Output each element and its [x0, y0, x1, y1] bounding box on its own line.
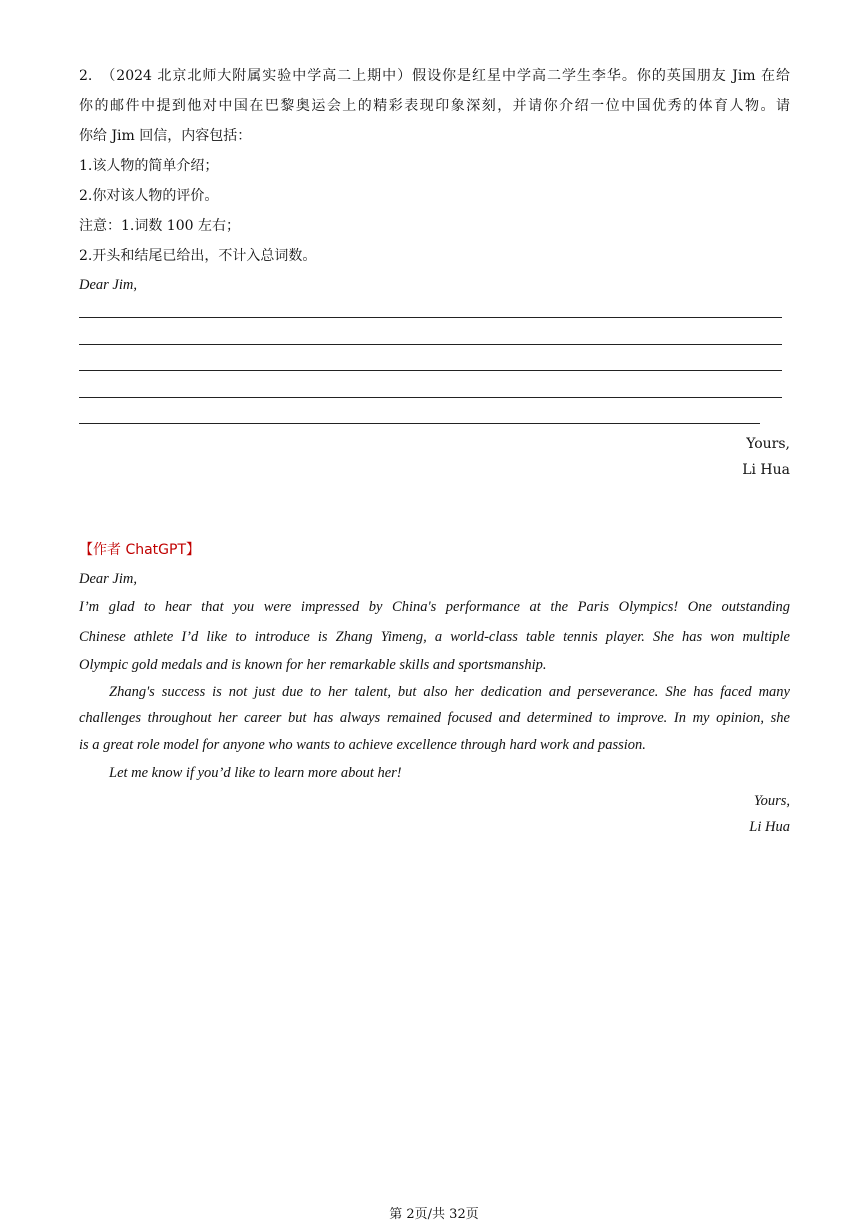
answer-para1-line-1: I’m glad to hear that you were impressed by China's performance at the Paris Olympics! One outstanding	[79, 599, 790, 615]
question-signature: Li Hua	[742, 462, 790, 478]
author-tag: 【作者 ChatGPT】	[79, 542, 201, 558]
answer-para2-line-3: is a great role model for anyone who wants to achieve excellence through hard work and passion.	[79, 737, 646, 753]
answer-salutation: Dear Jim,	[79, 571, 137, 587]
requirement-2: 2.你对该人物的评价。	[79, 188, 219, 204]
writing-line-1	[79, 317, 782, 318]
question-salutation: Dear Jim,	[79, 277, 137, 293]
question-line-3: 你给 Jim 回信，内容包括：	[79, 128, 252, 144]
note-1: 注意：1.词数 100 左右；	[79, 218, 240, 234]
writing-line-2	[79, 344, 782, 345]
answer-para2-line-1: Zhang's success is not just due to her talent, but also her dedication and perseverance. She has faced many	[109, 684, 790, 700]
writing-line-4	[79, 397, 782, 398]
answer-signature: Li Hua	[749, 819, 790, 835]
requirement-1: 1.该人物的简单介绍；	[79, 158, 219, 174]
answer-para3: Let me know if you’d like to learn more about her!	[109, 765, 402, 781]
answer-para2-line-2: challenges throughout her career but has always remained focused and determined to improve. In my opinion, she	[79, 710, 790, 726]
writing-line-3	[79, 370, 782, 371]
writing-line-5	[79, 423, 760, 424]
question-line-2: 你的邮件中提到他对中国在巴黎奥运会上的精彩表现印象深刻，并请你介绍一位中国优秀的体育人物。请	[79, 98, 790, 114]
question-closing: Yours,	[746, 436, 790, 452]
answer-para1-line-2: Chinese athlete I’d like to introduce is Zhang Yimeng, a world-class table tennis player. She has won multiple	[79, 629, 790, 645]
question-line-1: 2. （2024 北京北师大附属实验中学高二上期中）假设你是红星中学高二学生李华。你的英国朋友 Jim 在给	[79, 68, 790, 84]
note-2: 2.开头和结尾已给出，不计入总词数。	[79, 248, 317, 264]
answer-closing: Yours,	[753, 793, 790, 809]
answer-para1-line-3: Olympic gold medals and is known for her remarkable skills and sportsmanship.	[79, 657, 547, 673]
page-number: 第 2页/共 32页	[389, 1207, 479, 1222]
